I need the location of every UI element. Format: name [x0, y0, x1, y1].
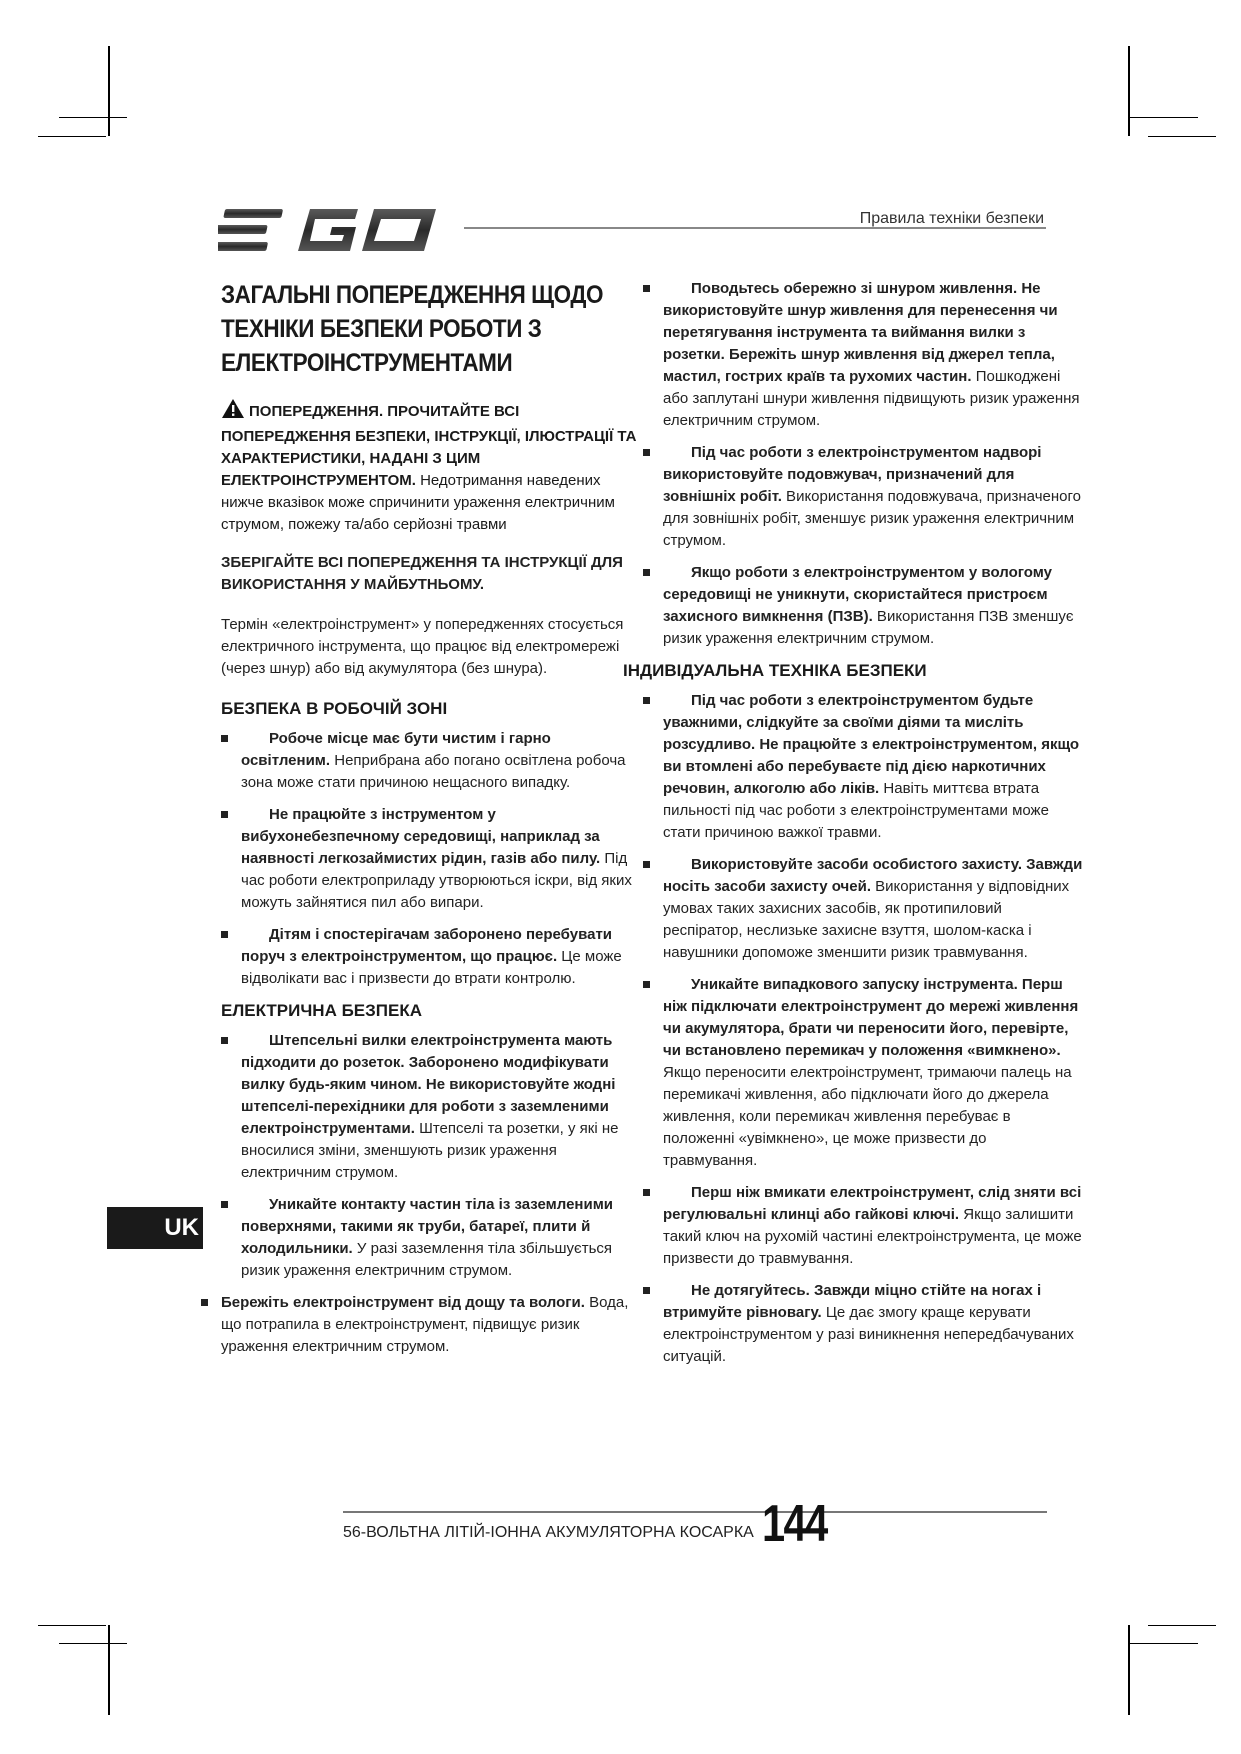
warning-block: [221, 398, 641, 536]
warning-bold: ПОПЕРЕДЖЕННЯ. ПРОЧИТАЙТЕ ВСІ ПОПЕРЕДЖЕННЯ БЕЗПЕКИ, ІНСТРУКЦІЇ, ІЛЮСТРАЦІЇ ТА ХАРАКТЕРИСТИКИ, НАДАНІ З ЦИМ ЕЛЕКТРОІНСТРУМЕНТОМ.: [221, 403, 637, 489]
list-item: Штепсельні вилки електроінструмента мають підходити до розеток. Заборонено модифікувати вилку будь-яким чином. Не використовуйте жодні штепселі-перехідники для роботи з заземленими електроінструментами. Штепселі та розетки, у які не вносилися зміни, зменшують ризик ураження електричним струмом.: [221, 1030, 641, 1184]
left-column: [221, 278, 641, 1368]
term-paragraph: Термін «електроінструмент» у попередженнях стосується електричного інструмента, що працює від електромережі (через шнур) або від акумулятора (без шнура).: [221, 616, 624, 677]
crop-mark: [59, 117, 127, 118]
ego-logo-icon: [218, 205, 448, 255]
warning-text: Недотримання наведених нижче вказівок може спричинити ураження електричним струмом, пожежу та/або серйозні травми: [221, 472, 615, 533]
list-item: Уникайте випадкового запуску інструмента. Перш ніж підключати електроінструмент до мережі живлення чи акумулятора, брати чи переносити його, перевірте, чи встановлено перемикач у положення «вимкнено». Якщо переносити електроінструмент, тримаючи палець на перемикачі живлення, або підключати його до джерела живлення, коли перемикач живлення перебуває в положенні «увімкнено», це може призвести до травмування.: [643, 974, 1083, 1172]
header-section-title: Правила техніки безпеки: [859, 210, 1044, 227]
list-item: Якщо роботи з електроінструментом у вологому середовищі не уникнути, скористайтеся пристроєм захисного вимкнення (ПЗВ). Використання ПЗВ зменшує ризик ураження електричним струмом.: [643, 562, 1083, 650]
bullet-icon: [221, 811, 228, 818]
language-tab-label: UK: [164, 1214, 199, 1241]
crop-mark: [1148, 136, 1216, 137]
bullet-icon: [643, 861, 650, 868]
crop-mark: [108, 46, 110, 136]
crop-mark: [59, 1643, 127, 1644]
crop-mark: [1128, 1625, 1130, 1715]
footer-rule: [343, 1511, 1047, 1513]
list-item: Використовуйте засоби особистого захисту. Завжди носіть засоби захисту очей. Використання у відповідних умовах таких захисних засобів, як протипиловий респіратор, неслизьке захисне взуття, шолом-каска і навушники допоможе зменшити ризик травмування.: [643, 854, 1083, 964]
bullet-icon: [643, 285, 650, 292]
bullet-icon: [221, 735, 228, 742]
list-item: Перш ніж вмикати електроінструмент, слід зняти всі регулювальні клинці або гайкові ключі. Якщо залишити такий ключ на рухомій частині електроінструмента, це може призвести до травмування.: [643, 1182, 1083, 1270]
crop-mark: [1130, 117, 1198, 118]
crop-mark: [38, 1625, 106, 1626]
list-item: Бережіть електроінструмент від дощу та вологи. Вода, що потрапила в електроінструмент, підвищує ризик ураження електричним струмом.: [201, 1292, 641, 1358]
bullet-icon: [221, 1037, 228, 1044]
bullet-icon: [643, 569, 650, 576]
bullet-icon: [221, 931, 228, 938]
ego-logo: [218, 205, 448, 255]
right-column: [623, 278, 1083, 1378]
section-title-electrical: ЕЛЕКТРИЧНА БЕЗПЕКА: [221, 1001, 422, 1020]
page-number: 144: [762, 1495, 827, 1553]
list-item: Не працюйте з інструментом у вибухонебезпечному середовищі, наприклад за наявності легкозаймистих рідин, газів або пилу. Під час роботи електроприладу утворюються іскри, від яких можуть зайнятися пил або випари.: [221, 804, 641, 914]
bullet-icon: [643, 1189, 650, 1196]
main-title: ЗАГАЛЬНІ ПОПЕРЕДЖЕННЯ ЩОДО ТЕХНІКИ БЕЗПЕКИ РОБОТИ З ЕЛЕКТРОІНСТРУМЕНТАМИ: [221, 281, 604, 377]
bullet-icon: [643, 449, 650, 456]
list-item: Робоче місце має бути чистим і гарно освітленим. Неприбрана або погано освітлена робоча зона може стати причиною нещасного випадку.: [221, 728, 641, 794]
list-item: Під час роботи з електроінструментом надворі використовуйте подовжувач, призначений для зовнішніх робіт. Використання подовжувача, призначеного для зовнішніх робіт, зменшує ризик ураження електричним струмом.: [643, 442, 1083, 552]
crop-mark: [108, 1625, 110, 1715]
crop-mark: [1148, 1625, 1216, 1626]
crop-mark: [1128, 46, 1130, 136]
crop-mark: [1130, 1643, 1198, 1644]
language-tab: [107, 1207, 203, 1249]
save-notice-text: ЗБЕРІГАЙТЕ ВСІ ПОПЕРЕДЖЕННЯ ТА ІНСТРУКЦІЇ ДЛЯ ВИКОРИСТАННЯ У МАЙБУТНЬОМУ.: [221, 554, 623, 593]
list-item: Не дотягуйтесь. Завжди міцно стійте на ногах і втримуйте рівновагу. Це дає змогу краще керувати електроінструментом у разі виникнення непередбачуваних ситуацій.: [643, 1280, 1083, 1368]
bullet-icon: [221, 1201, 228, 1208]
warning-triangle-icon: [221, 398, 245, 426]
list-item: Під час роботи з електроінструментом будьте уважними, слідкуйте за своїми діями та мисліть розсудливо. Не працюйте з електроінструментом, якщо ви втомлені або перебуваєте під дією наркотичних речовин, алкоголю або ліків. Навіть миттєва втрата пильності під час роботи з електроінструментами може стати причиною важкої травми.: [643, 690, 1083, 844]
bullet-icon: [643, 981, 650, 988]
footer-product-name: 56-ВОЛЬТНА ЛІТІЙ-ІОННА АКУМУЛЯТОРНА КОСАРКА: [343, 1524, 754, 1541]
section-title-work-area: БЕЗПЕКА В РОБОЧІЙ ЗОНІ: [221, 699, 448, 718]
crop-mark: [38, 136, 106, 137]
bullet-icon: [643, 697, 650, 704]
bullet-icon: [201, 1299, 208, 1306]
list-item: Поводьтесь обережно зі шнуром живлення. Не використовуйте шнур живлення для перенесення чи перетягування інструмента та виймання вилки з розетки. Бережіть шнур живлення від джерел тепла, мастил, гострих країв та рухомих частин. Пошкоджені або заплутані шнури живлення підвищують ризик ураження електричним струмом.: [643, 278, 1083, 432]
bullet-icon: [643, 1287, 650, 1294]
list-item: Уникайте контакту частин тіла із заземленими поверхнями, такими як труби, батареї, плити й холодильники. У разі заземлення тіла збільшується ризик ураження електричним струмом.: [221, 1194, 641, 1282]
section-title-personal: ІНДИВІДУАЛЬНА ТЕХНІКА БЕЗПЕКИ: [623, 661, 927, 680]
list-item: Дітям і спостерігачам заборонено перебувати поруч з електроінструментом, що працює. Це може відволікати вас і призвести до втрати контролю.: [221, 924, 641, 990]
save-notice: [221, 552, 641, 596]
